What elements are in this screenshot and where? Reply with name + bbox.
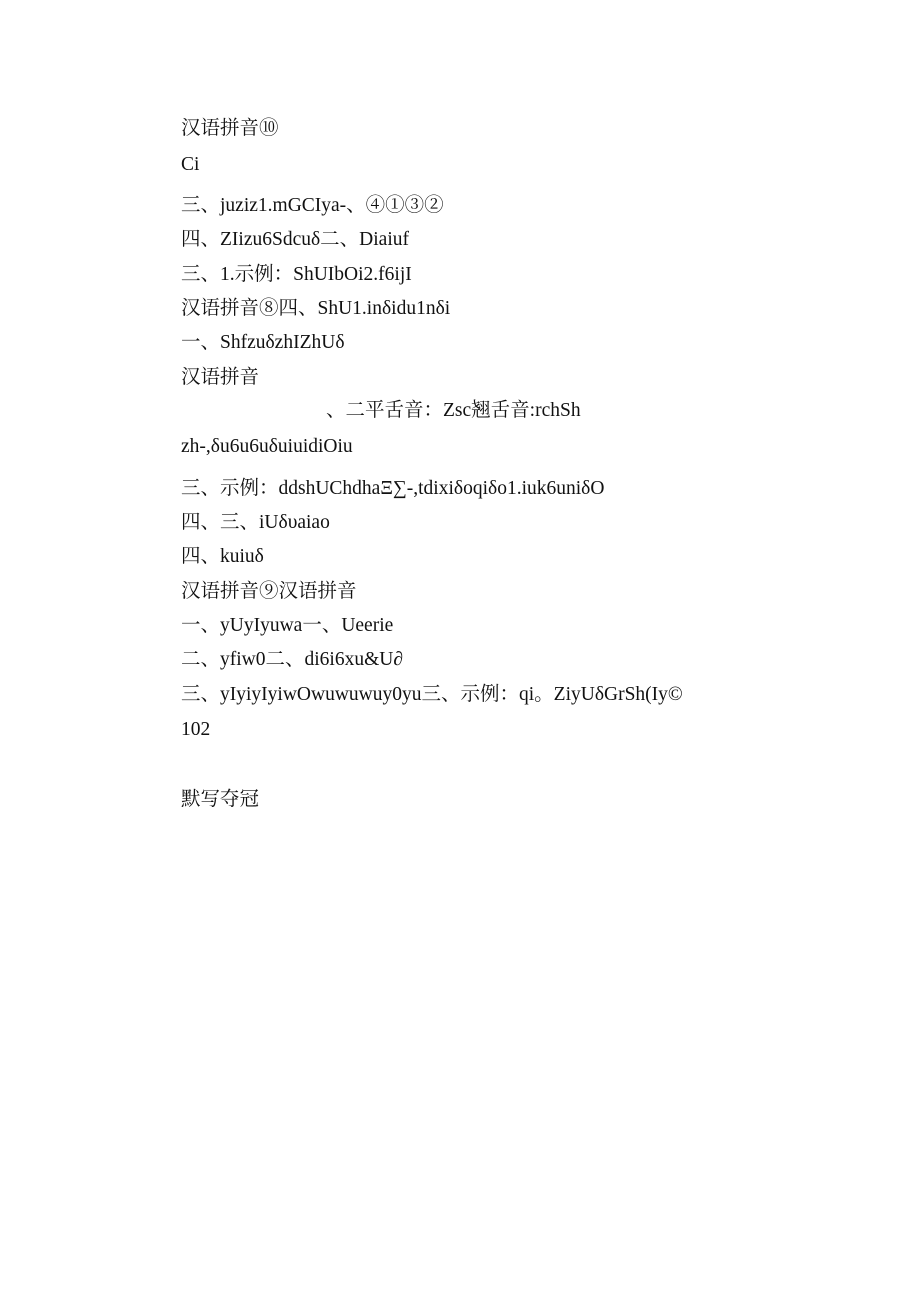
text-line: 三、1.示例：ShUIbOi2.f6ijI — [181, 264, 412, 285]
text-line-indented: 、二平舌音：Zsc翘舌音:rchSh — [326, 400, 581, 421]
text-line: 一、ShfzuδzhIZhUδ — [181, 332, 345, 353]
text-line: 三、juziz1.mGCIya-、④①③② — [181, 195, 444, 216]
text-line: 三、示例：ddshUChdhaΞ∑-,tdixiδoqiδo1.iuk6uniδO — [181, 478, 605, 499]
section-heading-9: 汉语拼音⑨汉语拼音 — [181, 581, 357, 602]
page-number: 102 — [181, 719, 211, 740]
footer-text: 默写夺冠 — [181, 789, 260, 810]
text-line: 二、yfiw0二、di6i6xu&U∂ — [181, 649, 403, 670]
section-heading-8: 汉语拼音⑧四、ShU1.inδidu1nδi — [181, 298, 451, 319]
section-heading-10: 汉语拼音⑩ — [181, 118, 279, 139]
text-line: 一、yUyIyuwa一、Ueerie — [181, 615, 394, 636]
text-line: 四、ZIizu6Sdcuδ二、Diaiuf — [181, 229, 409, 250]
text-line: 四、三、iUδυaiao — [181, 512, 330, 533]
text-line: 四、kuiuδ — [181, 546, 264, 567]
section-heading: 汉语拼音 — [181, 367, 260, 388]
text-line: zh-,δu6u6uδuiuidiOiu — [181, 436, 353, 457]
text-line: Ci — [181, 154, 200, 175]
text-line: 三、yIyiyIyiwOwuwuwuy0yu三、示例：qi。ZiyUδGrSh(Iy© — [181, 684, 683, 705]
